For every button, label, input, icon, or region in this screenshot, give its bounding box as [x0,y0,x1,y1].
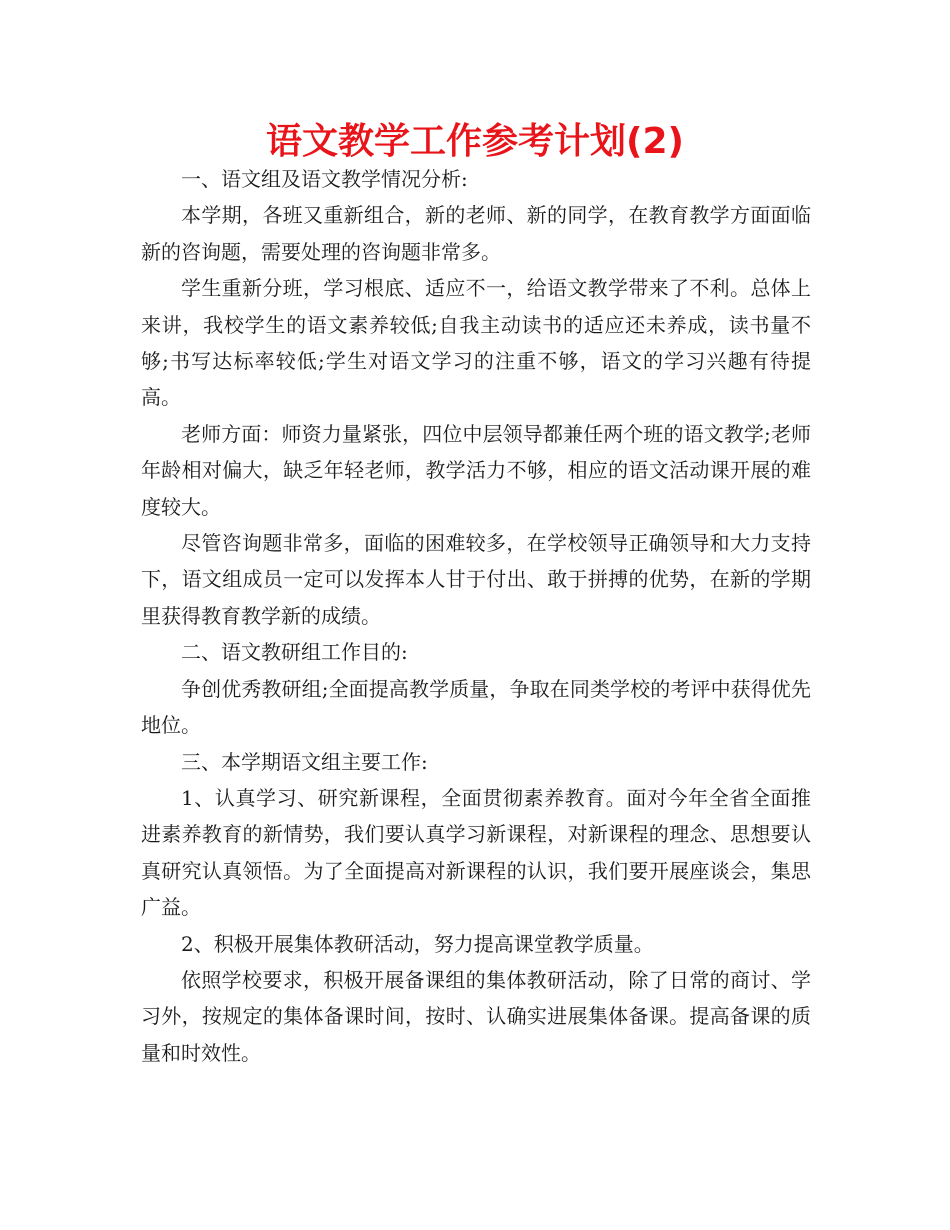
paragraph: 学生重新分班，学习根底、适应不一，给语文教学带来了不利。总体上来讲，我校学生的语文素养较低;自我主动读书的适应还未养成，读书量不够;书写达标率较低;学生对语文学习的注重不够，语文的学习兴趣有待提高。 [141,276,811,410]
section-heading-goals: 二、语文教研组工作目的: [181,640,408,665]
paragraph: 尽管咨询题非常多，面临的困难较多，在学校领导正确领导和大力支持下，语文组成员一定可以发挥本人甘于付出、敢于拼搏的优势，在新的学期里获得教育教学新的成绩。 [141,531,811,628]
document-title: 语文教学工作参考计划(2) [266,121,684,162]
paragraph: 2、积极开展集体教研活动，努力提高课堂教学质量。 [181,931,654,956]
paragraph: 1、认真学习、研究新课程，全面贯彻素养教育。面对今年全省全面推进素养教育的新情势，我们要认真学习新课程，对新课程的理念、思想要认真研究认真领悟。为了全面提高对新课程的认识，我们要开展座谈会，集思广益。 [141,785,811,920]
paragraph: 本学期，各班又重新组合，新的老师、新的同学，在教育教学方面面临新的咨询题，需要处理的咨询题非常多。 [141,203,811,264]
section-heading-analysis: 一、语文组及语文教学情况分析: [181,167,468,191]
paragraph: 依照学校要求，积极开展备课组的集体教研活动，除了日常的商讨、学习外，按规定的集体备课时间，按时、认确实进展集体备课。提高备课的质量和时效性。 [141,967,811,1065]
section-heading-main-work: 三、本学期语文组主要工作: [181,749,428,774]
paragraph: 老师方面：师资力量紧张，四位中层领导都兼任两个班的语文教学;老师年龄相对偏大，缺乏年轻老师，教学活力不够，相应的语文活动课开展的难度较大。 [141,421,811,519]
paragraph: 争创优秀教研组;全面提高教学质量，争取在同类学校的考评中获得优先地位。 [141,676,811,738]
document-body [141,161,811,1071]
